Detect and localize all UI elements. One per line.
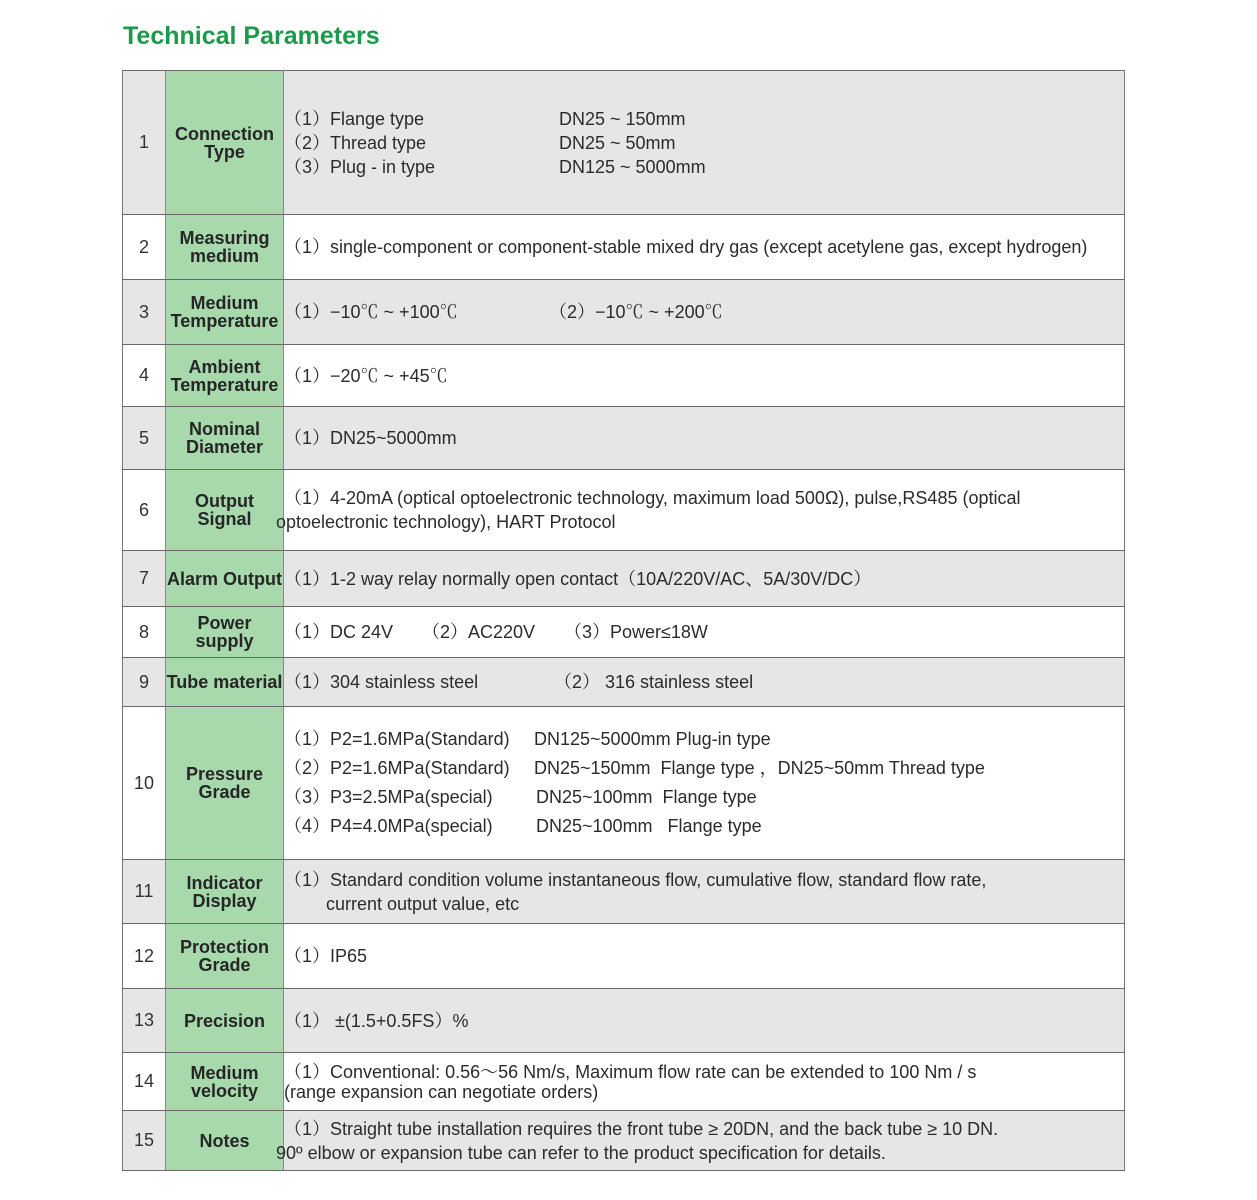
connection-type-range: DN25 ~ 150mm [559, 108, 686, 129]
medium-temp-option-1: （1）−10℃ ~ +100℃ [284, 302, 458, 322]
table-row [123, 551, 1125, 607]
table-row [123, 658, 1125, 707]
pressure-grade-detail: DN25~150mm Flange type ，DN25~50mm Thread type [534, 758, 985, 778]
row-content [284, 1053, 1125, 1111]
pressure-grade-item: （4）P4=4.0MPa(special) [284, 816, 493, 836]
indicator-display-line-1: （1）Standard condition volume instantaneous flow, cumulative flow, standard flow rate, [284, 869, 987, 890]
pressure-grade-detail: DN125~5000mm Plug-in type [534, 729, 771, 749]
power-option-3: （3）Power≤18W [564, 622, 708, 642]
power-option-2: （2）AC220V [422, 622, 536, 642]
table-row [123, 1111, 1125, 1171]
output-signal-line-2: optoelectronic technology), HART Protocol [276, 512, 616, 532]
table-row [123, 215, 1125, 280]
connection-type-item: （3）Plug - in type [284, 156, 436, 177]
output-signal-line-1: （1）4-20mA (optical optoelectronic technology, maximum load 500Ω), pulse,RS485 (optical [284, 488, 1021, 508]
row-number: 15 [123, 1111, 166, 1171]
page-title: Technical Parameters [123, 22, 380, 50]
table-row [123, 345, 1125, 407]
pressure-grade-detail: DN25~100mm Flange type [536, 787, 757, 807]
row-content [284, 658, 1125, 707]
row-content: （1）−20℃ ~ +45℃ [284, 345, 1125, 407]
row-label: Medium velocity [166, 1053, 284, 1111]
row-content: （1）IP65 [284, 924, 1125, 989]
row-label: Indicator Display [166, 860, 284, 924]
row-label: Connection Type [166, 71, 284, 215]
row-content: （1） ±(1.5+0.5FS）% [284, 989, 1125, 1053]
pressure-grade-detail: DN25~100mm Flange type [536, 816, 762, 836]
row-content [276, 1111, 1125, 1171]
table-row [123, 470, 1125, 551]
row-label: Alarm Output [166, 551, 284, 607]
row-label: Output Signal [166, 470, 284, 551]
row-number: 9 [123, 658, 166, 707]
row-number: 14 [123, 1053, 166, 1111]
row-number: 1 [123, 71, 166, 215]
row-content [284, 280, 1125, 345]
table-row [123, 71, 1125, 215]
row-number: 3 [123, 280, 166, 345]
connection-type-range: DN25 ~ 50mm [559, 132, 676, 153]
row-label: Measuring medium [166, 215, 284, 280]
row-number: 6 [123, 470, 166, 551]
row-number: 11 [123, 860, 166, 924]
table-row [123, 407, 1125, 470]
row-content [284, 607, 1125, 658]
row-number: 7 [123, 551, 166, 607]
row-label: Medium Temperature [166, 280, 284, 345]
connection-type-item: （2）Thread type [284, 132, 427, 153]
table-row [123, 280, 1125, 345]
row-content: （1）single-component or component-stable mixed dry gas (except acetylene gas, except hydrogen) [284, 215, 1125, 280]
pressure-grade-item: （2）P2=1.6MPa(Standard) [284, 758, 510, 778]
medium-velocity-line-1: （1）Conventional: 0.56～56 Nm/s, Maximum flow rate can be extended to 100 Nm / s [284, 1061, 977, 1082]
connection-type-item: （1）Flange type [284, 108, 425, 129]
tube-material-option-1: （1）304 stainless steel [284, 672, 479, 692]
row-label: Precision [166, 989, 284, 1053]
table-row [123, 607, 1125, 658]
row-content: （1）1-2 way relay normally open contact（10A/220V/AC、5A/30V/DC） [284, 551, 1125, 607]
medium-velocity-line-2: (range expansion can negotiate orders) [284, 1081, 599, 1102]
table-row [123, 1053, 1125, 1111]
row-number: 8 [123, 607, 166, 658]
table-row [123, 989, 1125, 1053]
notes-line-2: 90º elbow or expansion tube can refer to the product specification for details. [276, 1142, 886, 1163]
row-number: 10 [123, 707, 166, 860]
connection-type-range: DN125 ~ 5000mm [559, 156, 706, 177]
row-number: 5 [123, 407, 166, 470]
tube-material-option-2: （2） 316 stainless steel [554, 672, 754, 692]
row-label: Ambient Temperature [166, 345, 284, 407]
table-row [123, 707, 1125, 860]
row-label: Notes [166, 1111, 284, 1171]
row-number: 2 [123, 215, 166, 280]
row-label: Tube material [166, 658, 284, 707]
technical-parameters-table [122, 70, 1125, 1171]
row-content [276, 470, 1125, 551]
row-content [284, 71, 1125, 215]
row-label: Power supply [166, 607, 284, 658]
medium-temp-option-2: （2）−10℃ ~ +200℃ [549, 302, 723, 322]
row-number: 13 [123, 989, 166, 1053]
row-label: Protection Grade [166, 924, 284, 989]
row-number: 12 [123, 924, 166, 989]
row-content: （1）DN25~5000mm [284, 407, 1125, 470]
row-label: Pressure Grade [166, 707, 284, 860]
table-row [123, 860, 1125, 924]
row-label: Nominal Diameter [166, 407, 284, 470]
notes-line-1: （1）Straight tube installation requires the front tube ≥ 20DN, and the back tube ≥ 10 DN. [284, 1118, 999, 1139]
indicator-display-line-2: current output value, etc [326, 893, 520, 914]
row-number: 4 [123, 345, 166, 407]
pressure-grade-item: （1）P2=1.6MPa(Standard) [284, 729, 510, 749]
row-content [284, 860, 1125, 924]
table-row [123, 924, 1125, 989]
row-content [284, 707, 1125, 860]
power-option-1: （1）DC 24V [284, 622, 394, 642]
pressure-grade-item: （3）P3=2.5MPa(special) [284, 787, 493, 807]
